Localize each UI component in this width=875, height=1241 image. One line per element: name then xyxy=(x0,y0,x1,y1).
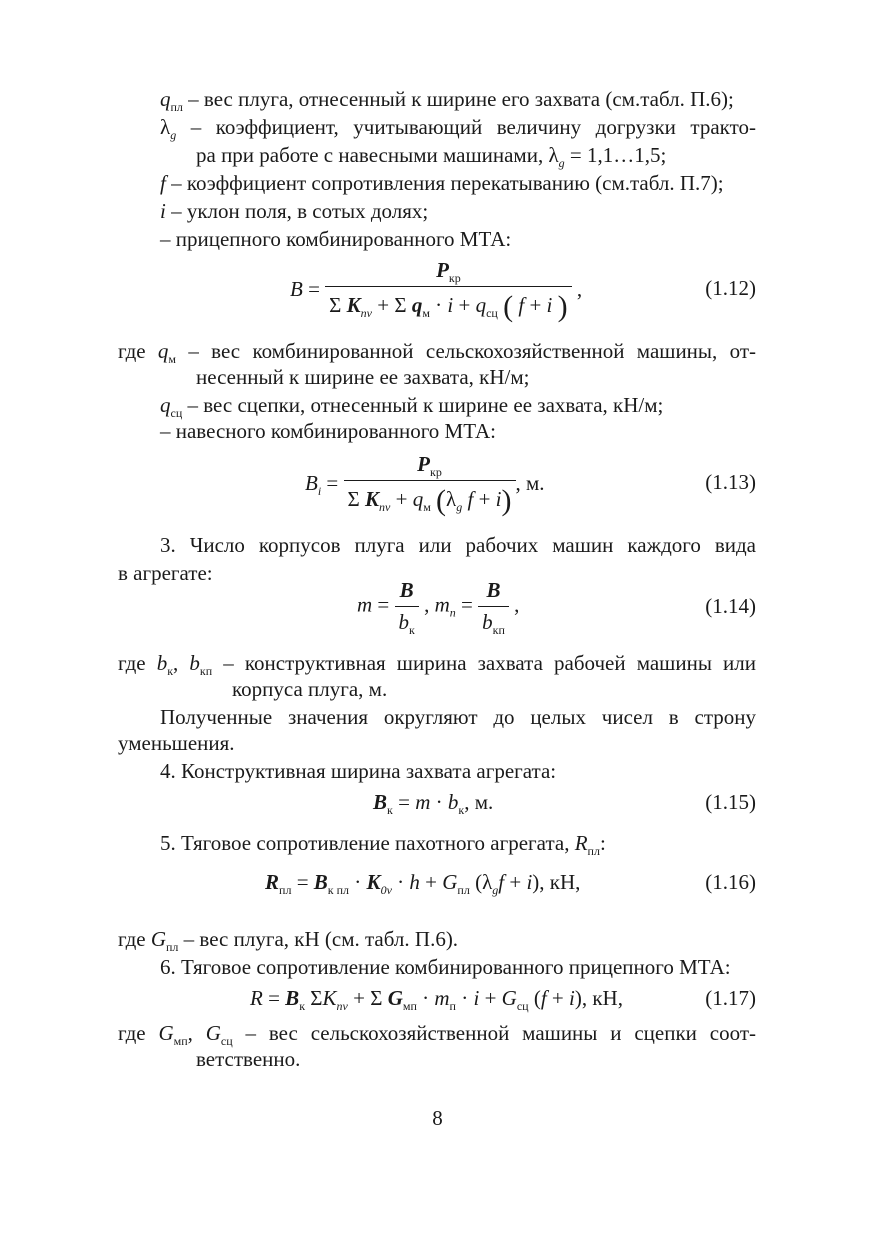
paren: ( xyxy=(503,290,514,323)
var: K xyxy=(322,986,337,1010)
equation-1-15 xyxy=(373,790,493,815)
sym: Σ xyxy=(347,487,365,511)
equation-number-1-13: (1.13) xyxy=(705,470,756,494)
text-line-8 xyxy=(196,364,756,390)
var: b xyxy=(189,651,200,675)
subscript: 0v xyxy=(380,883,392,897)
var: q xyxy=(157,339,169,363)
text: ра при работе с навесными машинами, λ xyxy=(196,143,559,167)
sym: · xyxy=(455,986,474,1010)
var: B xyxy=(285,986,300,1010)
subscript: к xyxy=(387,803,393,817)
subscript: к xyxy=(458,803,465,817)
text-line-13 xyxy=(118,650,756,676)
subscript: пл xyxy=(170,100,183,114)
sym: · xyxy=(430,790,448,814)
subscript: к xyxy=(409,623,415,637)
text: 3. Число корпусов плуга или рабочих машин каждого вида xyxy=(160,533,756,557)
sym: + xyxy=(504,870,527,894)
text-line-14 xyxy=(232,676,756,702)
text-line-21 xyxy=(118,1020,756,1046)
subscript: i xyxy=(317,483,322,498)
equals: = xyxy=(321,470,344,495)
subscript: кр xyxy=(448,271,461,285)
subscript: сц xyxy=(486,306,498,320)
text: – конструктивная ширина захвата рабочей машины или xyxy=(212,651,756,675)
equation-number-1-16: (1.16) xyxy=(705,870,756,894)
equation-1-14 xyxy=(357,578,519,635)
var: m xyxy=(434,986,450,1010)
lhs: B xyxy=(290,276,303,301)
equation-number-1-14: (1.14) xyxy=(705,594,756,618)
var: P xyxy=(436,258,449,282)
fraction xyxy=(344,452,516,518)
var: q xyxy=(160,393,171,417)
sym: + xyxy=(453,293,476,317)
denominator xyxy=(395,606,419,635)
subscript: м xyxy=(423,500,431,514)
equals: = xyxy=(302,276,326,301)
sym: Σ xyxy=(329,293,347,317)
text-line-7 xyxy=(118,338,756,364)
text: где xyxy=(118,339,158,363)
text-line-15 xyxy=(160,704,756,730)
text: – навесного комбинированного МТА: xyxy=(160,419,496,443)
var: f xyxy=(518,293,525,317)
text: – прицепного комбинированного МТА: xyxy=(160,227,512,251)
text-line-20 xyxy=(160,954,756,980)
fraction xyxy=(325,258,571,324)
sym: + Σ xyxy=(372,293,412,317)
var: λ xyxy=(446,487,457,511)
subscript: м xyxy=(168,352,176,366)
subscript: мп xyxy=(173,1034,188,1048)
text-line-17 xyxy=(160,758,756,784)
denominator xyxy=(478,606,509,635)
text-line-16 xyxy=(118,730,756,756)
text-line-18 xyxy=(160,830,756,856)
tail: , xyxy=(571,276,583,301)
equation-1-13 xyxy=(305,452,545,518)
text: – коэффициент, учитывающий величину догрузки тракто- xyxy=(176,115,756,139)
var: K xyxy=(365,487,380,511)
subscript: сц xyxy=(220,1034,233,1048)
text: , xyxy=(187,1021,206,1045)
tail: , м. xyxy=(464,790,494,814)
var: K xyxy=(346,293,361,317)
var: m xyxy=(357,592,373,617)
page-number: 8 xyxy=(432,1106,443,1130)
text: 4. Конструктивная ширина захвата агрегата: xyxy=(160,759,557,783)
text: где xyxy=(118,927,151,951)
text-line-19 xyxy=(118,926,756,952)
paren: ) xyxy=(501,484,512,517)
subscript: пл xyxy=(457,883,470,897)
var: B xyxy=(399,578,414,602)
var: B xyxy=(313,870,328,894)
text: где xyxy=(118,651,157,675)
equation-number-1-15: (1.15) xyxy=(705,790,756,814)
subscript: к пл xyxy=(327,883,350,897)
equation-1-17 xyxy=(250,986,623,1011)
subscript: g xyxy=(456,500,463,514)
text: несенный к ширине ее захвата, кН/м; xyxy=(196,365,530,389)
tail: , xyxy=(508,592,520,617)
var: f xyxy=(462,487,474,511)
equation-1-16 xyxy=(265,870,580,895)
subscript: nv xyxy=(336,999,348,1013)
text-line-6 xyxy=(160,226,756,252)
subscript: nv xyxy=(379,500,391,514)
var: f xyxy=(498,870,505,894)
text: 6. Тяговое сопротивление комбинированного прицепного МТА: xyxy=(160,955,731,979)
var: B xyxy=(486,578,501,602)
subscript: кр xyxy=(430,465,442,479)
var: K xyxy=(366,870,381,894)
numerator xyxy=(478,578,509,606)
paren: ) xyxy=(557,290,568,323)
sym: · xyxy=(349,870,367,894)
text: , xyxy=(173,651,190,675)
var: h xyxy=(409,870,420,894)
var: i xyxy=(546,293,553,317)
text-line-5 xyxy=(160,198,756,224)
var: i xyxy=(495,487,502,511)
var: b xyxy=(398,610,410,634)
sym: + xyxy=(473,487,496,511)
var: m xyxy=(434,592,450,617)
text: корпуса плуга, м. xyxy=(232,677,388,701)
sym: + xyxy=(390,487,413,511)
lhs: R xyxy=(250,986,263,1010)
var: G xyxy=(150,927,166,951)
text: : xyxy=(599,831,606,855)
text: 5. Тяговое сопротивление пахотного агрегата, xyxy=(160,831,575,855)
fraction xyxy=(395,578,419,635)
subscript: g xyxy=(170,128,177,142)
subscript: сц xyxy=(170,406,183,420)
paren: ( xyxy=(436,484,447,517)
text-line-3 xyxy=(196,142,756,168)
text: – вес сельскохозяйственной машины и сцепки соот- xyxy=(232,1021,756,1045)
denominator xyxy=(344,480,516,518)
text: где xyxy=(118,1021,159,1045)
var: G xyxy=(158,1021,174,1045)
text: – уклон поля, в сотых долях; xyxy=(165,199,429,223)
var: G xyxy=(387,986,403,1010)
var: i xyxy=(447,293,454,317)
subscript: пл xyxy=(587,844,600,858)
sym: + xyxy=(546,986,570,1010)
text: – вес комбинированной сельскохозяйственной машины, от- xyxy=(176,339,756,363)
fraction xyxy=(478,578,509,635)
equals: = xyxy=(262,986,286,1010)
var: G xyxy=(442,870,458,894)
var: i xyxy=(526,870,533,894)
var: G xyxy=(501,986,517,1010)
sym: · xyxy=(416,986,435,1010)
var: f xyxy=(540,986,547,1010)
var: b xyxy=(156,651,168,675)
tail: ), кН, xyxy=(532,870,581,894)
var: q xyxy=(160,87,171,111)
equation-number-1-17: (1.17) xyxy=(705,986,756,1010)
text: Полученные значения округляют до целых чисел в строну xyxy=(160,705,756,729)
subscript: кп xyxy=(492,623,505,637)
lhs: B xyxy=(305,470,318,495)
equals: = xyxy=(372,592,395,617)
text: – вес плуга, отнесенный к ширине его захвата (см.табл. П.6); xyxy=(182,87,734,111)
text-line-11 xyxy=(160,532,756,558)
subscript: пл xyxy=(279,883,292,897)
var: i xyxy=(569,986,575,1010)
subscript: n xyxy=(449,605,456,620)
text: в агрегате: xyxy=(118,561,213,585)
lhs: R xyxy=(265,870,280,894)
sym: + xyxy=(524,293,547,317)
text: – вес плуга, кН (см. табл. П.6). xyxy=(178,927,459,951)
text-line-9 xyxy=(160,392,756,418)
text-line-1 xyxy=(160,86,756,112)
equals: = xyxy=(455,592,479,617)
sym: · xyxy=(391,870,410,894)
text-line-4 xyxy=(160,170,756,196)
var: i xyxy=(473,986,480,1010)
var: i xyxy=(160,199,166,223)
sym: (λ xyxy=(469,870,493,894)
sym: Σ xyxy=(305,986,323,1010)
var: R xyxy=(574,831,588,855)
subscript: п xyxy=(449,999,456,1013)
subscript: к xyxy=(299,999,306,1013)
numerator xyxy=(325,258,571,286)
lhs: B xyxy=(373,790,388,814)
tail: ), кН, xyxy=(574,986,623,1010)
var: q xyxy=(411,293,423,317)
numerator xyxy=(395,578,419,606)
subscript: g xyxy=(558,156,565,170)
var: P xyxy=(417,452,430,476)
text: – вес сцепки, отнесенный к ширине ее захвата, кН/м; xyxy=(182,393,664,417)
sym: ( xyxy=(528,986,541,1010)
subscript: g xyxy=(492,883,499,897)
sym: + Σ xyxy=(347,986,388,1010)
text: – коэффициент сопротивления перекатыванию (см.табл. П.7); xyxy=(165,171,724,195)
var: b xyxy=(447,790,459,814)
text: = 1,1…1,5; xyxy=(564,143,667,167)
var: m xyxy=(415,790,431,814)
denominator xyxy=(325,286,571,324)
var: λ xyxy=(160,115,171,139)
sym: + xyxy=(479,986,502,1010)
subscript: к xyxy=(167,664,174,678)
subscript: nv xyxy=(360,306,372,320)
text: уменьшения. xyxy=(118,731,235,755)
var: f xyxy=(160,171,166,195)
sym: · xyxy=(429,293,448,317)
sym: + xyxy=(419,870,443,894)
equation-number-1-12: (1.12) xyxy=(705,276,756,300)
subscript: сц xyxy=(516,999,529,1013)
var: b xyxy=(482,610,493,634)
sym: , xyxy=(418,592,435,617)
tail: , м. xyxy=(515,470,545,495)
equals: = xyxy=(291,870,314,894)
text-line-22 xyxy=(196,1046,756,1072)
equation-1-12 xyxy=(290,258,582,324)
var: q xyxy=(412,487,424,511)
text-line-10 xyxy=(160,418,756,444)
subscript: пл xyxy=(166,940,179,954)
var: G xyxy=(205,1021,221,1045)
numerator xyxy=(344,452,516,480)
subscript: кп xyxy=(199,664,213,678)
equals: = xyxy=(392,790,416,814)
text: ветственно. xyxy=(196,1047,301,1071)
subscript: м xyxy=(422,306,430,320)
text-line-2 xyxy=(160,114,756,140)
var: q xyxy=(475,293,487,317)
subscript: мп xyxy=(402,999,417,1013)
